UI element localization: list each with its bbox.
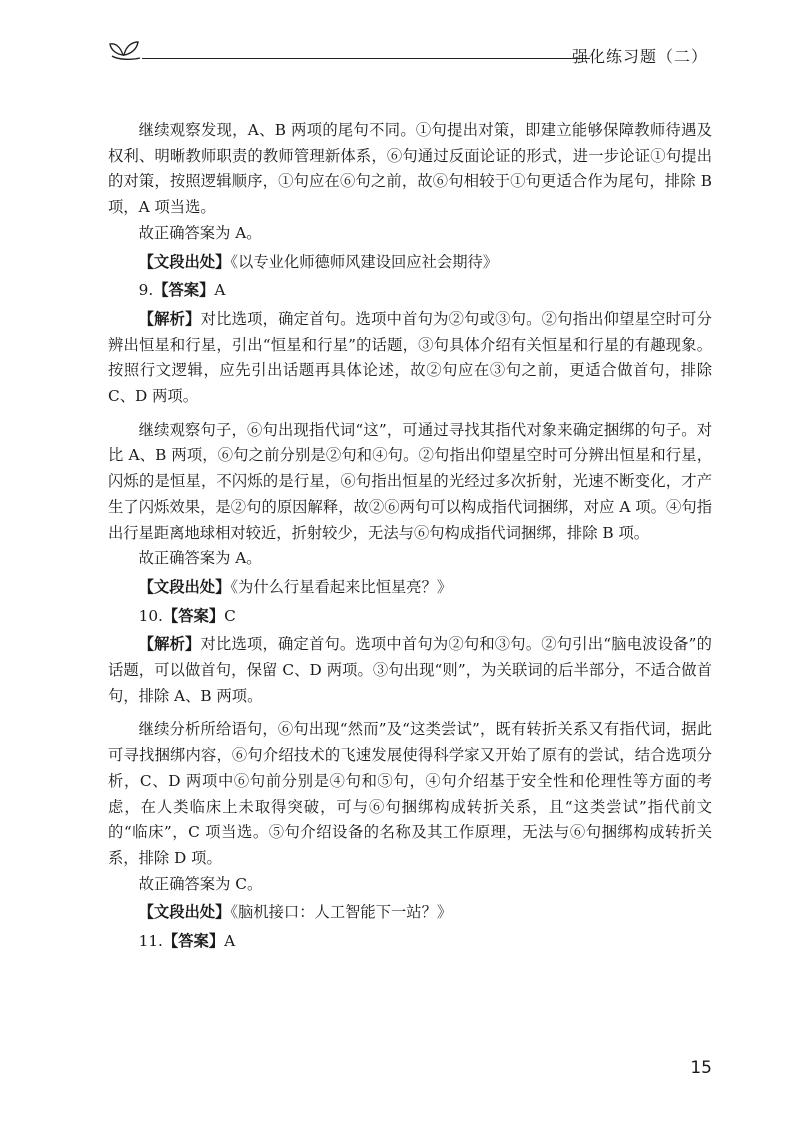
- paragraph: [108, 221, 712, 247]
- section-tag: 【文段出处】: [138, 252, 231, 271]
- main-text: [108, 118, 712, 958]
- paragraph: [108, 872, 712, 898]
- paragraph: [108, 900, 712, 926]
- paragraph-text: 《脑机接口：人工智能下一站？》: [230, 903, 453, 922]
- paragraph-text: 对比选项，确定首句。选项中首句为②句或③句。②句指出仰望星空时可分辨出恒星和行星，引出“恒星和行星”的话题，③句具体介绍有关恒星和行星的有趣现象。按照行文逻辑，应先引出话题再具体论述，故②句应在③句之前，更适合做首句，排除 C、D 两项。: [108, 309, 712, 406]
- section-tag: 【答案】: [162, 932, 225, 951]
- paragraph-text: 故正确答案为 C。: [138, 874, 263, 893]
- paragraph: [108, 604, 712, 630]
- paragraph-text: A: [214, 281, 226, 300]
- paragraph-text: 继续观察发现，A、B 两项的尾句不同。①句提出对策，即建立能够保障教师待遇及权利、明晰教师职责的教师管理新体系，⑥句通过反面论证的形式，进一步论证①句提出的对策，按照逻辑顺序，①句应在⑥句之前，故⑥句相较于①句更适合作为尾句，排除 B 项，A 项当选。: [108, 121, 712, 217]
- paragraph-text: 对比选项，确定首句。选项中首句为②句和③句。②句引出“脑电波设备”的话题，可以做首句，保留 C、D 两项。③句出现“则”，为关联词的后半部分，不适合做首句，排除 A、B 两项。: [108, 635, 712, 705]
- paragraph-text: 《为什么行星看起来比恒星亮？》: [230, 577, 453, 596]
- paragraph: [108, 278, 712, 304]
- question-number: 10.: [138, 606, 163, 625]
- paragraph-text: 故正确答案为 A。: [138, 549, 262, 568]
- paragraph: [108, 546, 712, 572]
- section-tag: 【答案】: [153, 281, 215, 300]
- paragraph: [108, 717, 712, 871]
- section-tag: 【答案】: [162, 606, 225, 625]
- paragraph-text: 《以专业化师德师风建设回应社会期待》: [230, 252, 499, 271]
- paragraph: [108, 632, 712, 709]
- paragraph-text: C: [224, 606, 236, 625]
- section-tag: 【文段出处】: [138, 903, 231, 922]
- page-header: [108, 34, 708, 74]
- paragraph: [108, 118, 712, 221]
- section-tag: 【文段出处】: [138, 577, 231, 596]
- paragraph: [108, 575, 712, 601]
- paragraph-text: 故正确答案为 A。: [138, 223, 262, 242]
- question-number: 9.: [138, 281, 154, 300]
- page-number: 15: [690, 1058, 712, 1078]
- question-number: 11.: [138, 932, 163, 951]
- paragraph: [108, 418, 712, 547]
- header-rule: [142, 58, 590, 59]
- sprout-logo-icon: [108, 34, 142, 64]
- header-title: 强化练习题（二）: [571, 47, 708, 66]
- paragraph-text: 继续观察句子，⑥句出现指代词“这”，可通过寻找其指代对象来确定捆绑的句子。对比 A、B 两项，⑥句之前分别是②句和④句。②句指出仰望星空时可分辨出恒星和行星，闪烁的是恒星，不闪烁的是行星，⑥句指出恒星的光经过多次折射，光速不断变化，才产生了闪烁效果，是②句的原因解释，故②⑥两句可以构成指代词捆绑，对应 A 项。④句指出行星距离地球相对较近，折射较少，无法与⑥句构成指代词捆绑，排除 B 项。: [108, 420, 712, 542]
- paragraph: [108, 307, 712, 410]
- paragraph-text: 继续分析所给语句，⑥句出现“然而”及“这类尝试”，既有转折关系又有指代词，据此可寻找捆绑内容，⑥句介绍技术的飞速发展使得科学家又开始了原有的尝试，结合选项分析，C、D 两项中⑥句前分别是④句和⑤句，④句介绍基于安全性和伦理性等方面的考虑，在人类临床上未取得突破，可与⑥句捆绑构成转折关系，且“这类尝试”指代前文的“临床”，C 项当选。⑤句介绍设备的名称及其工作原理，无法与⑥句捆绑构成转折关系，排除 D 项。: [108, 720, 712, 867]
- paragraph: [108, 929, 712, 955]
- section-tag: 【解析】: [138, 309, 201, 328]
- section-tag: 【解析】: [138, 635, 201, 654]
- paragraph: [108, 250, 712, 276]
- paragraph-text: A: [224, 932, 236, 951]
